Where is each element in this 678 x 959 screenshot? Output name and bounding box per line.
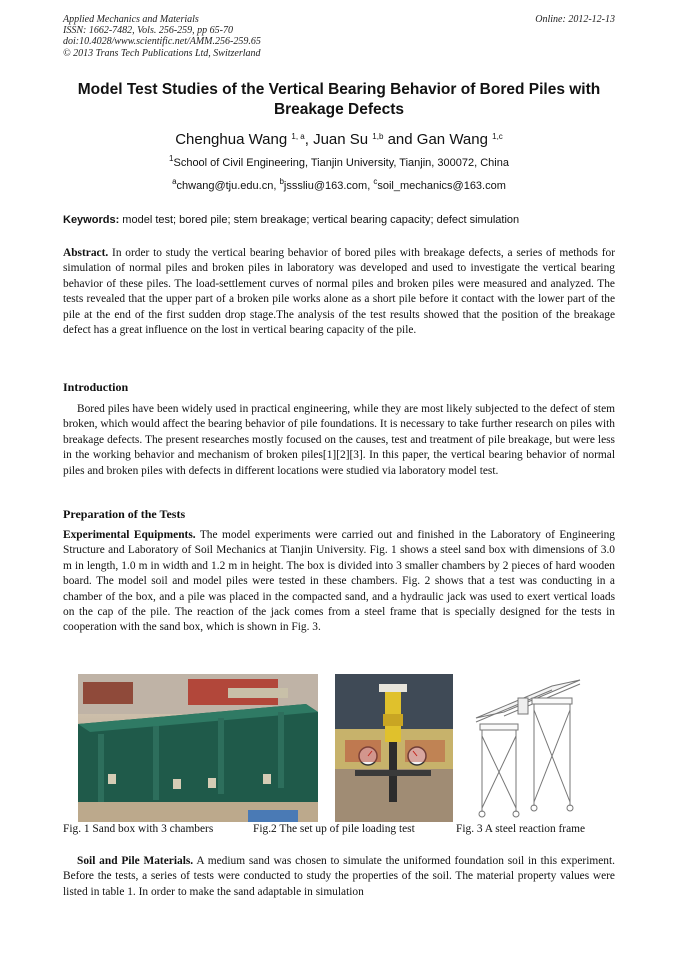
affiliation-sup: 1 — [169, 154, 174, 163]
affiliation-text: School of Civil Engineering, Tianjin University, Tianjin, 300072, China — [173, 157, 509, 169]
journal-name: Applied Mechanics and Materials — [63, 14, 199, 25]
abstract — [63, 246, 615, 338]
figure-1-sand-box-photo — [78, 674, 318, 822]
author-separator: , — [304, 131, 314, 148]
keywords-text: model test; bored pile; stem breakage; vertical bearing capacity; defect simulation — [119, 214, 520, 226]
figure-2-loading-setup-photo — [335, 674, 453, 822]
email-sup: c — [373, 177, 378, 186]
doi-line: doi:10.4028/www.scientific.net/AMM.256-259.65 — [63, 36, 261, 48]
abstract-text: In order to study the vertical bearing behavior of bored piles with breakage defects, a series of methods for simulation of normal piles and broken piles in laboratory was developed and used to investigate the vertical bearing behavior of these piles. The load-settlement curves of normal piles and broken piles were measured and analyzed. The tests revealed that the upper part of a broken pile works alone as a short pile before it contact with the lower part of the pile at the end of the first sudden drop stage.The analysis of the test results showed that the position of the breakage defect has a great influence on the lost in vertical bearing capacity of the pile. — [63, 247, 615, 337]
journal-header — [63, 14, 615, 59]
soil-text: A medium sand was chosen to simulate the uniformed foundation soil in this experiment. Before the tests, a series of tests were conducted to study the properties of the soil. The material property values were listed in table 1. In order to make the sand adaptable in simulation — [63, 855, 615, 898]
keywords-label: Keywords: — [63, 214, 120, 226]
email-sup: a — [172, 177, 177, 186]
figure-1-caption: Fig. 1 Sand box with 3 chambers — [63, 823, 214, 835]
author-separator: and — [383, 131, 417, 148]
figure-2-caption: Fig.2 The set up of pile loading test — [253, 823, 415, 835]
equipments-text: The model experiments were carried out and finished in the Laboratory of Engineering Structure and Laboratory of Soil Mechanics at Tianjin University. Fig. 1 shows a steel sand box with dimensions of 3.0 m in length, 1.0 m in width and 1.2 m in height. The box is divided into 3 smaller chambers by 2 pieces of hard wooden board. The model soil and model piles were tested in these chambers. Fig. 2 shows that a test was conducting in a chamber of the box, and a pile was placed in the compacted sand, and a hydraulic jack was used to exert vertical loads on the cap of the pile. The reaction of the jack comes from a steel frame that is specially designed for the tests in cooperation with the sand box, which is shown in Fig. 3. — [63, 529, 615, 634]
email-link[interactable]: chwang@tju.edu.cn, — [176, 180, 280, 192]
preparation-heading: Preparation of the Tests — [63, 507, 186, 521]
paper-title: Model Test Studies of the Vertical Bearing Behavior of Bored Piles with Breakage Defects — [77, 81, 601, 118]
author-sup: 1, a — [291, 132, 305, 141]
email-link[interactable]: soil_mechanics@163.com — [377, 180, 506, 192]
issn-line: ISSN: 1662-7482, Vols. 256-259, pp 65-70 — [63, 25, 233, 37]
equipments-paragraph — [63, 528, 615, 636]
author-sup: 1,b — [372, 132, 384, 141]
equipments-lead: Experimental Equipments. — [63, 529, 196, 541]
online-date: Online: 2012-12-13 — [535, 14, 615, 25]
sand-box-illustration — [78, 674, 318, 822]
loading-setup-illustration — [335, 674, 453, 822]
email-list — [60, 177, 618, 192]
copyright-line: © 2013 Trans Tech Publications Ltd, Switzerland — [63, 47, 261, 59]
email-link[interactable]: jsssliu@163.com, — [283, 180, 374, 192]
email-sup: b — [279, 177, 284, 186]
reaction-frame-illustration — [472, 676, 584, 821]
soil-paragraph — [63, 854, 615, 900]
author-sup: 1,c — [492, 132, 503, 141]
keywords — [63, 214, 615, 226]
author-list — [60, 131, 618, 148]
soil-lead: Soil and Pile Materials. — [77, 855, 194, 867]
abstract-label: Abstract. — [63, 247, 109, 259]
introduction-text: Bored piles have been widely used in practical engineering, while they are most likely subjected to the defect of stem broken, which would affect the bearing behavior of pile foundations. It is necessary to take further research on piles with breakage defects. The present researches mostly focused on the causes, test and treatment of pile breakage, but were less in the working behavior and mechanism of broken piles[1][2][3]. In this paper, the vertical bearing behavior of normal piles and broken piles with defects in different locations were studied via laboratory model test. — [63, 403, 615, 477]
author-name: Chenghua Wang — [175, 131, 288, 148]
author-name: Gan Wang — [416, 131, 488, 148]
figure-3-reaction-frame-drawing — [472, 676, 584, 821]
author-name: Juan Su — [313, 131, 369, 148]
introduction-heading: Introduction — [63, 380, 129, 394]
affiliation — [60, 154, 618, 169]
figure-3-caption: Fig. 3 A steel reaction frame — [456, 823, 586, 835]
